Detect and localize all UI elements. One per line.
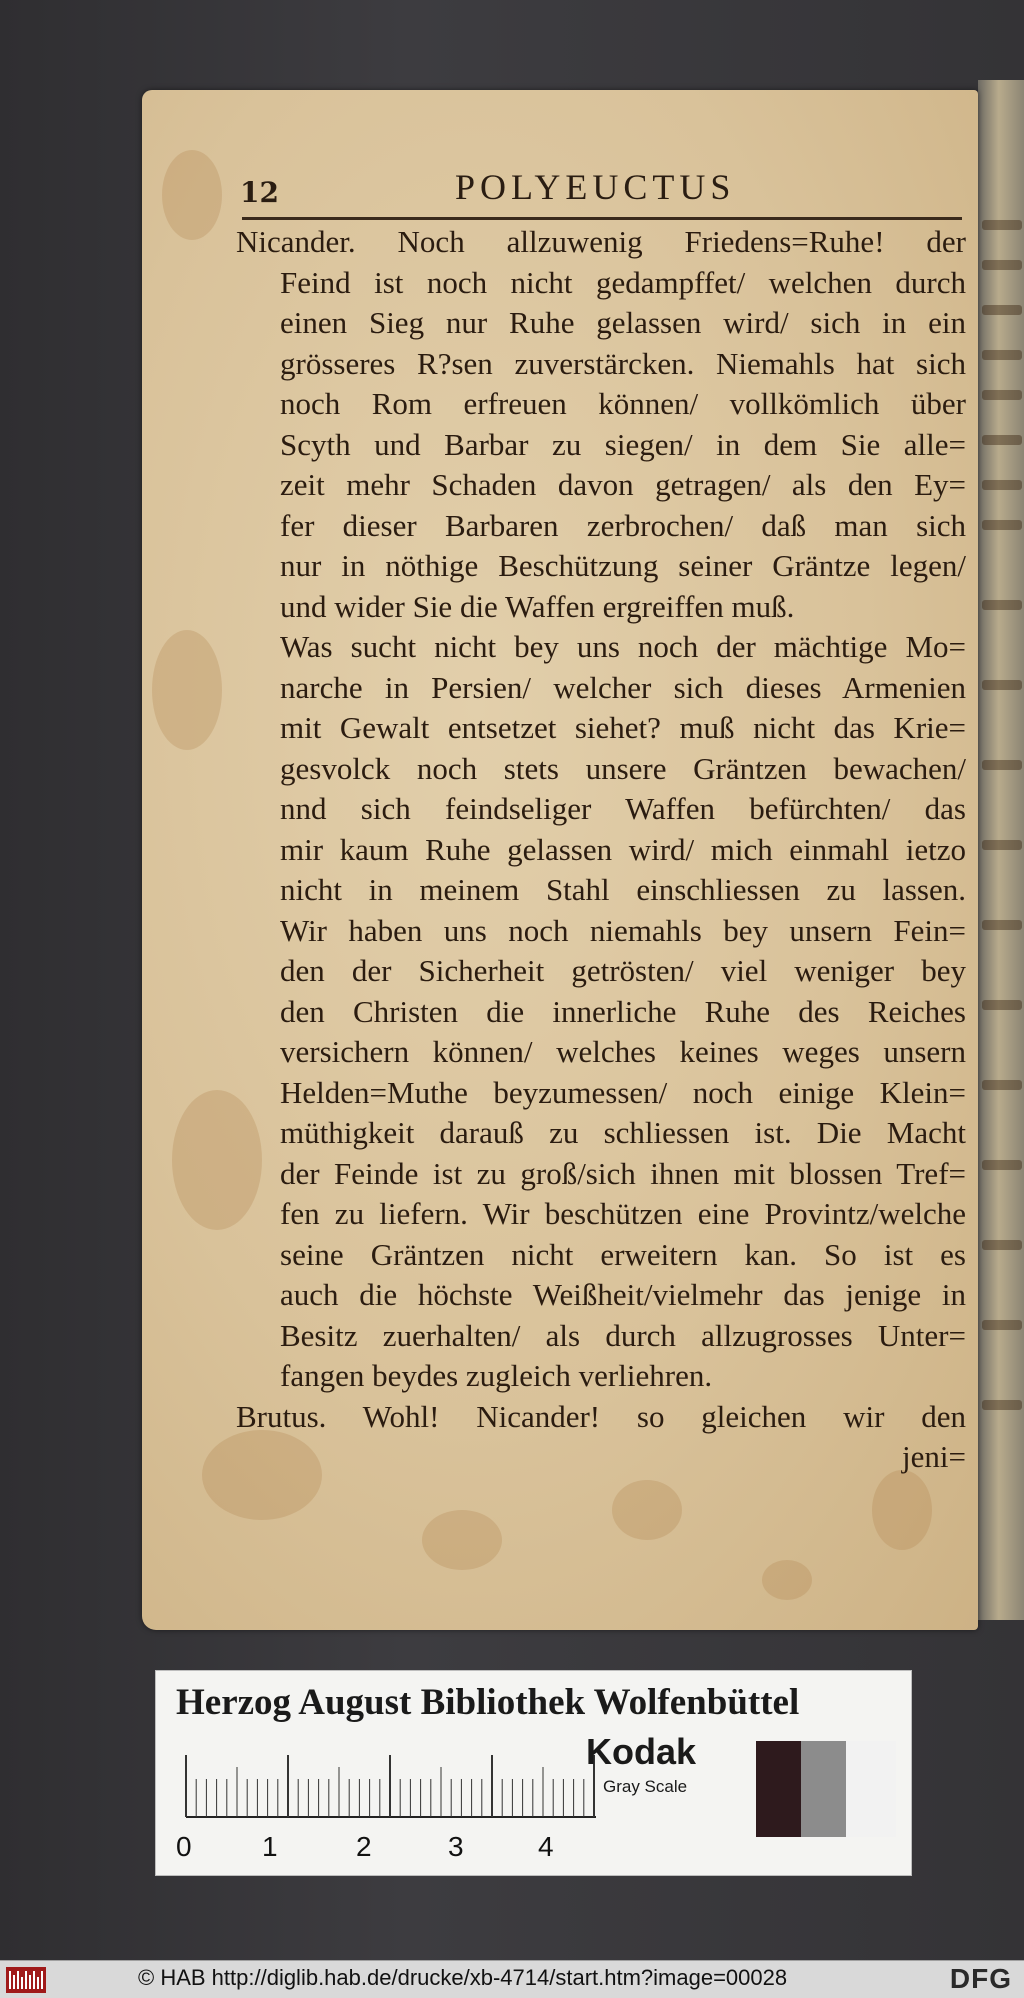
page-number: 12 — [240, 176, 279, 209]
text-line: noch Rom erfreuen können/ vollkömlich über — [280, 386, 966, 421]
text-line: und wider Sie die Waffen ergreiffen muß. — [280, 588, 795, 624]
text-line: mir kaum Ruhe gelassen wird/ mich einmahl ietzo — [280, 831, 966, 867]
text-line: Scyth und Barbar zu siegen/ in dem Sie alle= — [280, 426, 966, 462]
text-line: narche in Persien/ welcher sich dieses Armenien — [280, 669, 966, 705]
kodak-logo: Kodak — [586, 1731, 697, 1772]
ruler-number: 3 — [448, 1831, 464, 1862]
text-line: Helden=Muthe beyzumessen/ noch einige Klein= — [280, 1074, 966, 1110]
text-line: Was sucht nicht bey uns noch der mächtige Mo= — [280, 629, 966, 664]
text-line: einen Sieg nur Ruhe gelassen wird/ sich in ein — [280, 305, 966, 340]
dark-patch — [756, 1741, 801, 1837]
white-patch — [846, 1741, 896, 1837]
text-line: Besitz zuerhalten/ als durch allzugrosses Unter= — [280, 1317, 966, 1353]
text-line: nnd sich feindseliger Waffen befürchten/ das — [280, 791, 966, 826]
running-title: POLYEUCTUS — [455, 167, 736, 207]
dfg-logo: DFG — [949, 1963, 1012, 1994]
text-line: gesvolck noch stets unsere Gräntzen bewachen/ — [280, 750, 966, 786]
color-target-card — [155, 1670, 912, 1876]
text-line: mit Gewalt entsetzet siehet? muß nicht das Krie= — [280, 710, 966, 745]
gray-patches — [756, 1741, 896, 1837]
text-line: nicht in meinem Stahl einschliessen zu lassen. — [280, 872, 966, 907]
text-line: Wir haben uns noch niemahls bey unsern Fein= — [280, 912, 966, 948]
text-line: grösseres R?sen zuverstärcken. Niemahls hat sich — [280, 345, 966, 381]
text-line: der Feinde ist zu groß/sich ihnen mit blossen Tref= — [280, 1155, 966, 1191]
text-line: den der Sicherheit getrösten/ viel weniger bey — [280, 953, 966, 988]
text-line: auch die höchste Weißheit/vielmehr das jenige in — [280, 1277, 966, 1312]
ruler-number: 2 — [356, 1831, 372, 1862]
text-line: Nicander. Noch allzuwenig Friedens=Ruhe! der — [236, 224, 966, 259]
catchword: jeni= — [902, 1439, 966, 1474]
text-line: seine Gräntzen nicht erweitern kan. So ist es — [280, 1236, 966, 1272]
text-line: fangen beydes zugleich verliehren. — [280, 1358, 713, 1393]
ruler-number: 1 — [262, 1831, 278, 1862]
text-line: fer dieser Barbaren zerbrochen/ daß man sich — [280, 507, 966, 543]
source-link[interactable]: © HAB http://diglib.hab.de/drucke/xb-4714/start.htm?image=00028 — [138, 1965, 788, 1990]
ruler-number: 0 — [176, 1831, 192, 1862]
text-line: versichern können/ welches keines weges unsern — [280, 1034, 966, 1069]
gray-scale-label: Gray Scale — [603, 1777, 688, 1796]
text-line: zeit mehr Schaden davon getragen/ als den Ey= — [280, 467, 966, 502]
text-line: Brutus. Wohl! Nicander! so gleichen wir den — [236, 1398, 966, 1434]
mid-gray-patch — [801, 1741, 846, 1837]
viewer-footer — [0, 1960, 1024, 1998]
ruler-number: 4 — [538, 1831, 554, 1862]
facing-page-edge — [978, 80, 1024, 1620]
page-header — [240, 166, 960, 220]
text-line: nur in nöthige Beschützung seiner Gräntze legen/ — [280, 548, 966, 583]
body-text — [236, 222, 966, 1478]
hab-logo-icon — [6, 1967, 46, 1993]
text-line: müthigkeit darauß zu schliessen ist. Die Macht — [280, 1115, 966, 1150]
text-line: fen zu liefern. Wir beschützen eine Provintz/welche — [280, 1196, 966, 1231]
text-line: den Christen die innerliche Ruhe des Reiches — [280, 993, 966, 1029]
header-rule — [242, 217, 962, 220]
text-line: Feind ist noch nicht gedampffet/ welchen durch — [280, 264, 966, 300]
target-title: Herzog August Bibliothek Wolfenbüttel — [176, 1682, 800, 1723]
